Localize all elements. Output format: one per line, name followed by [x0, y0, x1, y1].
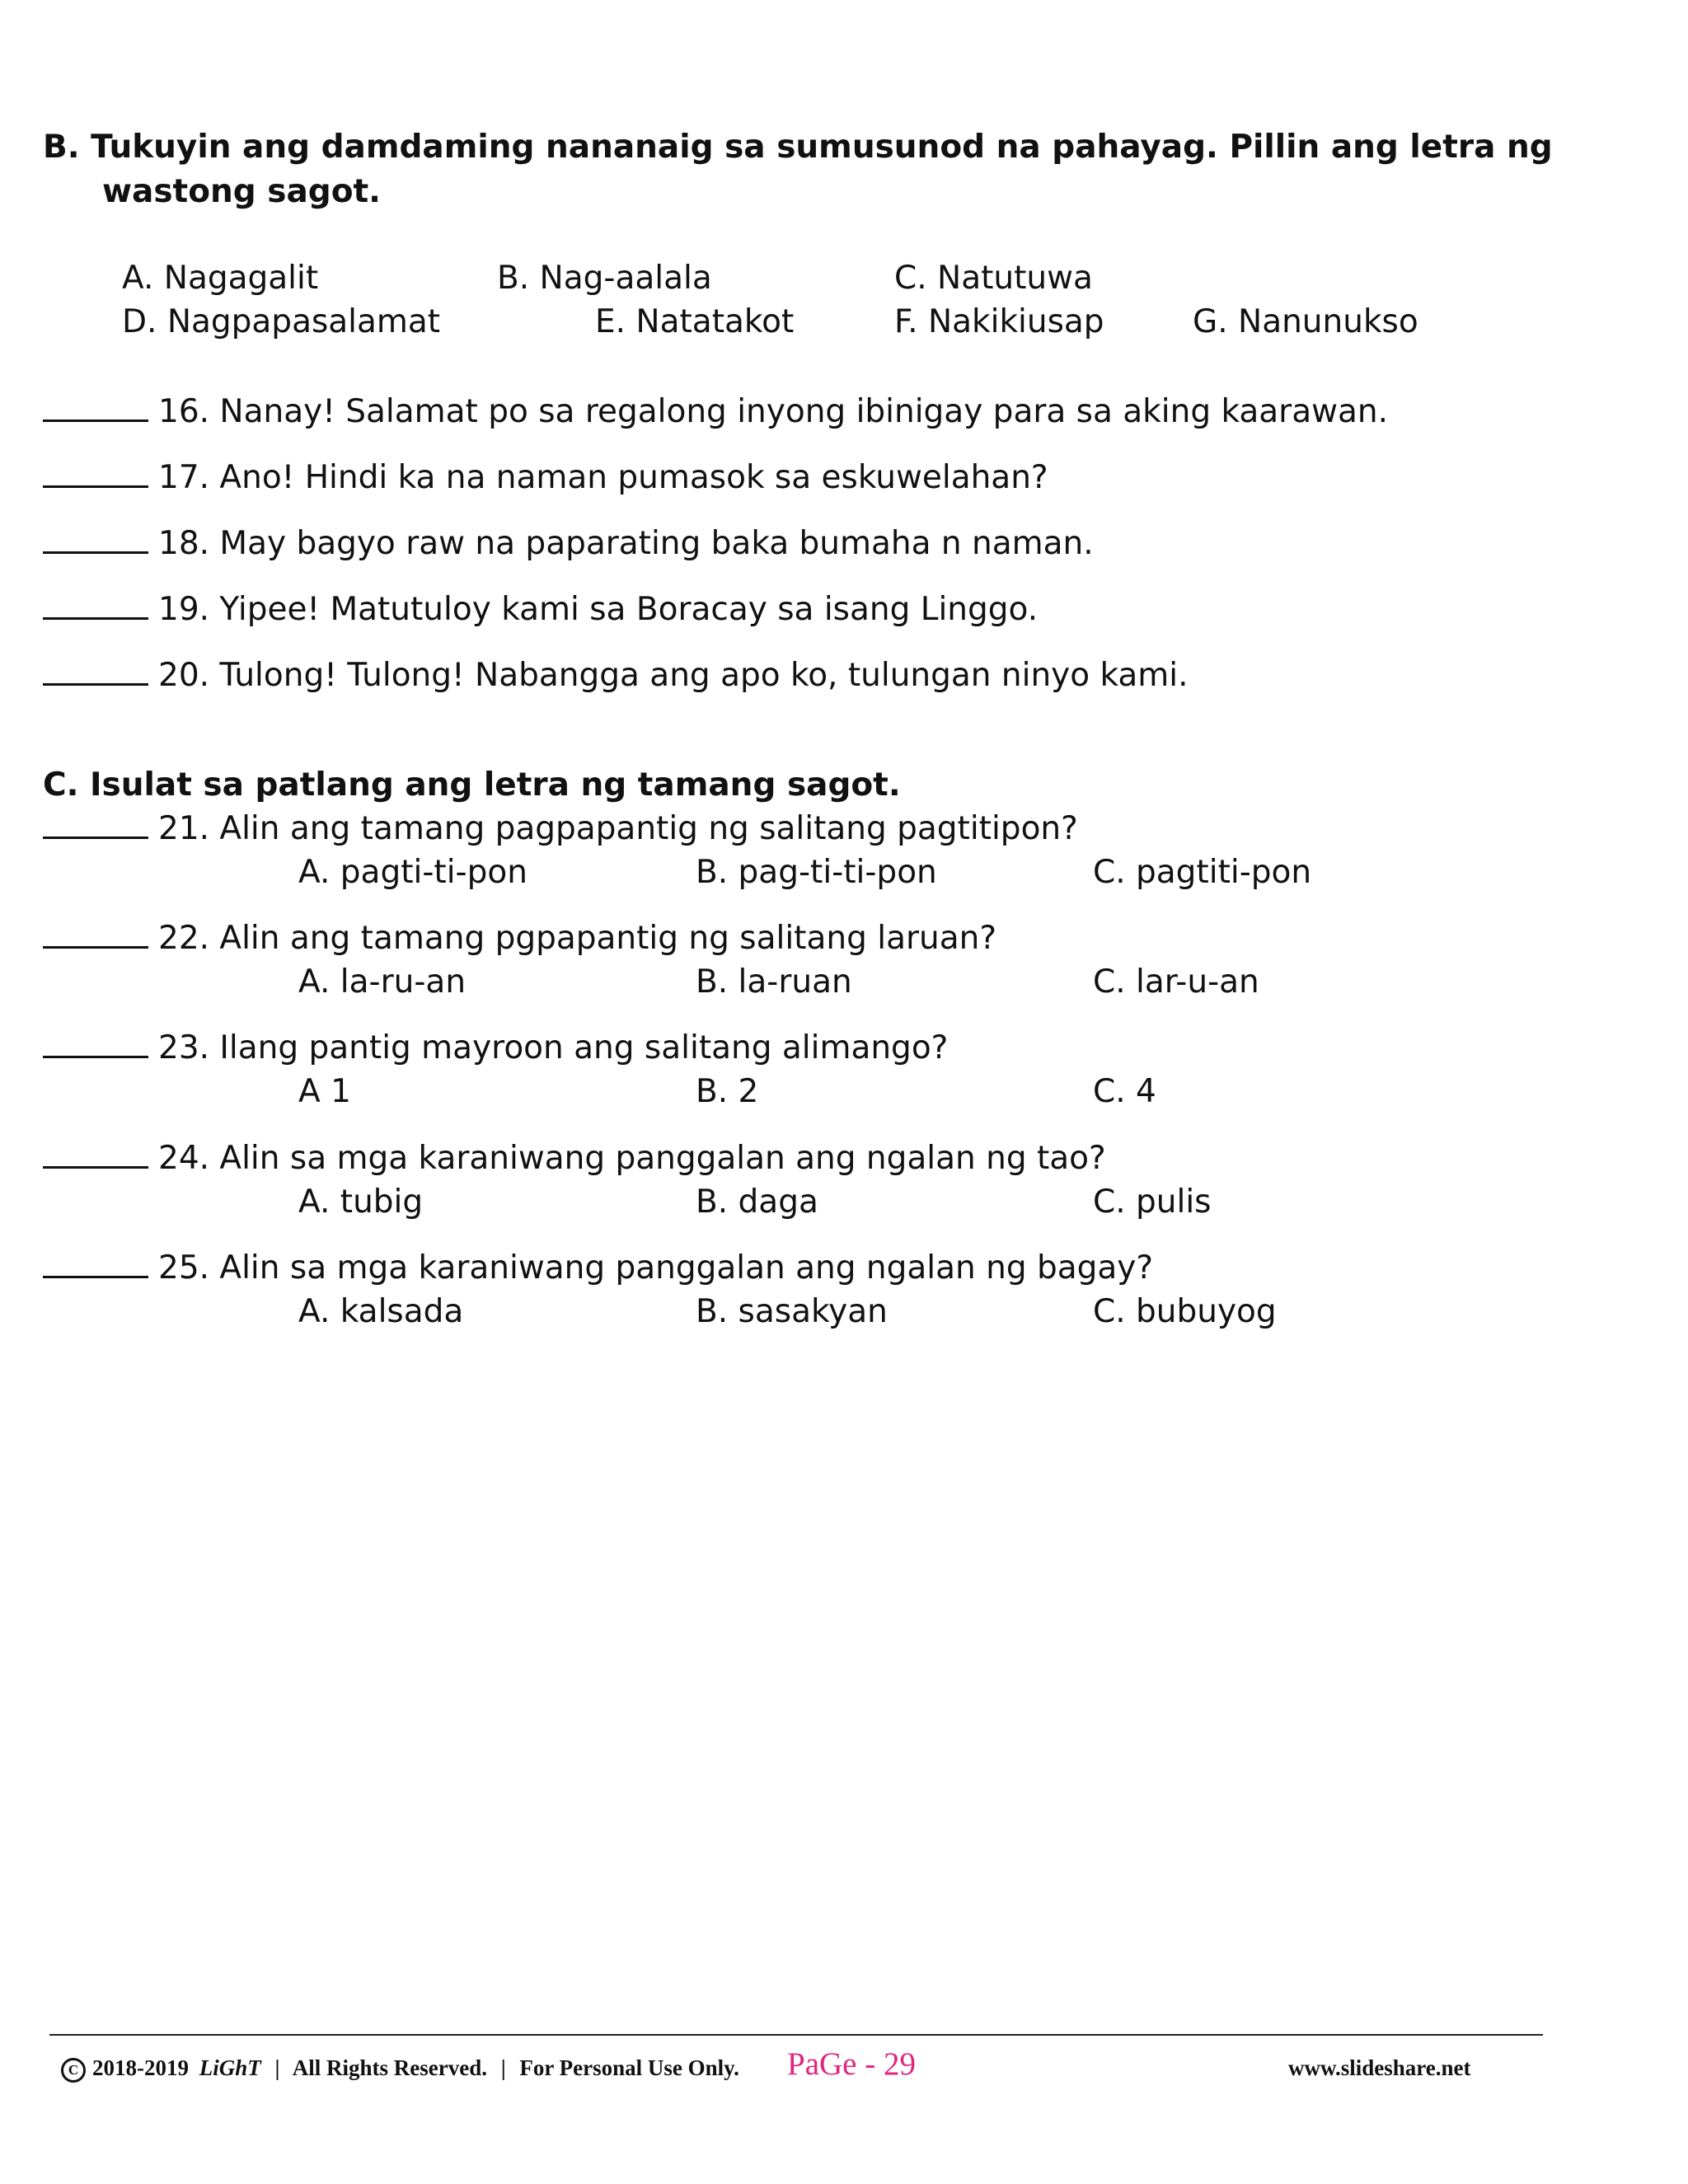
copyright-icon: C: [61, 2058, 86, 2083]
footer-brand: LiGhT: [199, 2055, 261, 2080]
question-item: [43, 457, 1048, 499]
choice-a: A. Nagagalit: [122, 260, 319, 297]
option-c: C. pagtiti-pon: [1093, 854, 1312, 891]
question-text: 24. Alin sa mga karaniwang panggalan ang ngalan ng tao?: [158, 1140, 1106, 1177]
choice-f: F. Nakikiusap: [894, 303, 1104, 340]
answer-blank[interactable]: [43, 593, 148, 620]
question-text: 16. Nanay! Salamat po sa regalong inyong ibinigay para sa aking kaarawan.: [158, 393, 1389, 430]
question-item: [43, 523, 1094, 565]
footer-separator: |: [500, 2055, 506, 2080]
option-b: B. 2: [696, 1073, 759, 1110]
footer-copyright: [61, 2055, 739, 2083]
option-a: A. pagti-ti-pon: [298, 854, 528, 891]
question-text: 19. Yipee! Matutuloy kami sa Boracay sa isang Linggo.: [158, 591, 1039, 628]
section-b-heading-line2: wastong sagot.: [102, 173, 381, 210]
question-item: [43, 1247, 1153, 1290]
choice-g: G. Nanunukso: [1193, 303, 1418, 340]
option-a: A. la-ru-an: [298, 963, 467, 1001]
choice-b: B. Nag-aalala: [497, 260, 712, 297]
answer-blank[interactable]: [43, 395, 148, 422]
section-b-heading: [43, 125, 1553, 214]
question-text: 25. Alin sa mga karaniwang panggalan ang ngalan ng bagay?: [158, 1249, 1154, 1286]
question-text: 20. Tulong! Tulong! Nabangga ang apo ko, tulungan ninyo kami.: [158, 657, 1189, 694]
choice-e: E. Natatakot: [595, 303, 795, 340]
question-text: 21. Alin ang tamang pagpapantig ng salitang pagtitipon?: [158, 810, 1078, 847]
question-item: [43, 1137, 1106, 1180]
choice-c: C. Natutuwa: [894, 260, 1093, 297]
answer-blank[interactable]: [43, 461, 148, 488]
question-text: 18. May bagyo raw na paparating baka bumaha n naman.: [158, 525, 1094, 562]
question-item: [43, 808, 1078, 851]
answer-blank[interactable]: [43, 812, 148, 839]
answer-blank[interactable]: [43, 658, 148, 686]
section-b-heading-line1: B. Tukuyin ang damdaming nananaig sa sumusunod na pahayag. Pillin ang letra ng: [43, 129, 1553, 166]
answer-blank[interactable]: [43, 1141, 148, 1169]
question-item: [43, 588, 1038, 631]
footer-divider: [49, 2034, 1543, 2036]
footer-personal-use: For Personal Use Only.: [519, 2055, 739, 2080]
question-text: 17. Ano! Hindi ka na naman pumasok sa eskuwelahan?: [158, 459, 1048, 496]
page-number: PaGe - 29: [787, 2046, 916, 2082]
footer-rights: All Rights Reserved.: [292, 2055, 487, 2080]
answer-blank[interactable]: [43, 921, 148, 949]
answer-blank[interactable]: [43, 1251, 148, 1278]
footer-years: 2018-2019: [92, 2055, 189, 2080]
footer-separator: |: [274, 2055, 280, 2080]
answer-blank[interactable]: [43, 527, 148, 554]
question-text: 23. Ilang pantig mayroon ang salitang alimango?: [158, 1029, 949, 1066]
choice-d: D. Nagpapasalamat: [122, 303, 441, 340]
option-a: A. kalsada: [298, 1293, 464, 1330]
option-c: C. lar-u-an: [1093, 963, 1259, 1001]
option-c: C. 4: [1093, 1073, 1156, 1110]
option-a: A. tubig: [298, 1183, 424, 1221]
question-item: [43, 654, 1189, 697]
option-b: B. sasakyan: [696, 1293, 888, 1330]
footer-website[interactable]: www.slideshare.net: [1288, 2055, 1471, 2080]
option-b: B. la-ruan: [696, 963, 852, 1001]
option-b: B. daga: [696, 1183, 818, 1221]
option-c: C. pulis: [1093, 1183, 1212, 1221]
answer-blank[interactable]: [43, 1031, 148, 1058]
option-b: B. pag-ti-ti-pon: [696, 854, 937, 891]
section-c-heading: C. Isulat sa patlang ang letra ng tamang sagot.: [43, 766, 901, 804]
question-text: 22. Alin ang tamang pgpapantig ng salitang laruan?: [158, 920, 997, 957]
question-item: [43, 391, 1388, 434]
option-c: C. bubuyog: [1093, 1293, 1277, 1330]
option-a: A 1: [298, 1073, 351, 1110]
question-item: [43, 917, 996, 960]
question-item: [43, 1027, 948, 1070]
